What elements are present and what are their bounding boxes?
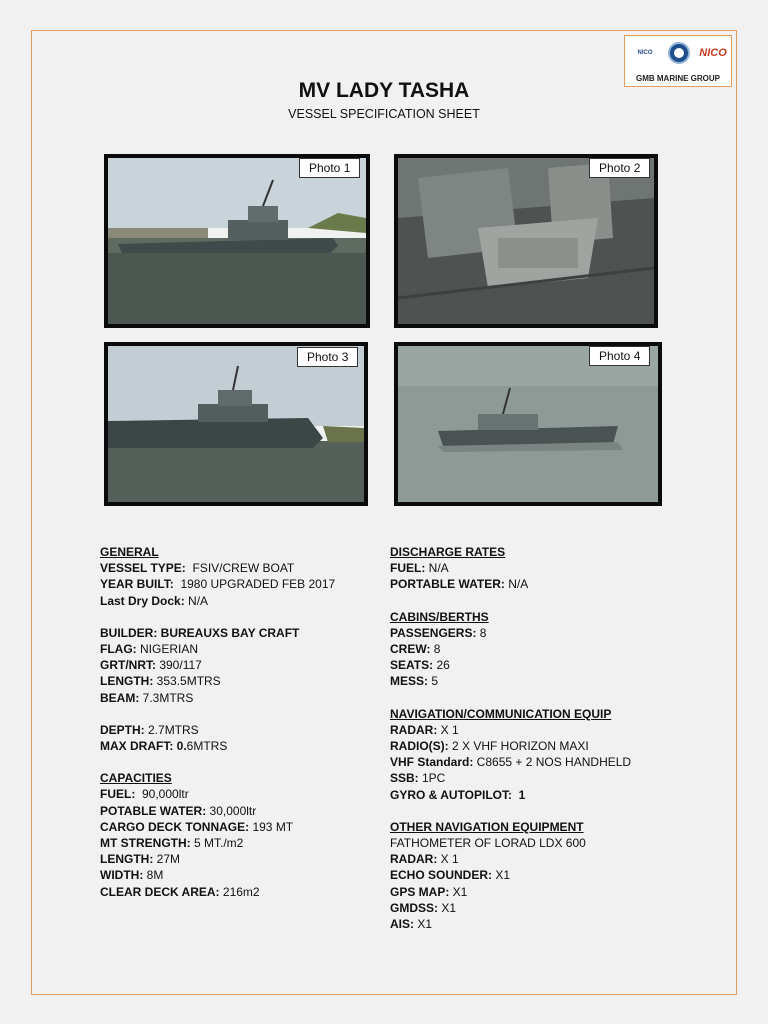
photo-2-label: Photo 2 [589,158,650,178]
seats-row: SEATS: 26 [390,658,450,673]
cap-length-row: LENGTH: 27M [100,852,181,867]
capacities-heading: CAPACITIES [100,771,172,786]
photo-3-label: Photo 3 [297,347,358,367]
gps-map-row: GPS MAP: X1 [390,884,468,899]
builder-row: BUILDER: BUREAUXS BAY CRAFT [100,625,300,640]
photo-4-label: Photo 4 [589,346,650,366]
nico-mark-left: NICO [637,50,653,56]
photo-1-label: Photo 1 [299,158,360,178]
right-spec-column [390,544,631,932]
gyro-row: GYRO & AUTOPILOT: 1 [390,787,526,802]
seal-icon [668,42,690,64]
left-spec-column [100,544,335,900]
page-subtitle: VESSEL SPECIFICATION SHEET [288,107,480,121]
logo-caption: GMB MARINE GROUP [636,74,720,83]
max-draft-row: MAX DRAFT: 0.6MTRS [100,739,228,754]
nico-mark-right: NICO [699,47,727,59]
gmdss-row: GMDSS: X1 [390,900,457,915]
depth-row: DEPTH: 2.7MTRS [100,722,199,737]
radios-row: RADIO(S): 2 X VHF HORIZON MAXI [390,739,589,754]
discharge-water-row: PORTABLE WATER: N/A [390,577,529,592]
navcom-heading: NAVIGATION/COMMUNICATION EQUIP [390,706,612,721]
cap-fuel-row: FUEL: 90,000ltr [100,787,189,802]
year-built-row: YEAR BUILT: 1980 UPGRADED FEB 2017 [100,577,336,592]
beam-row: BEAM: 7.3MTRS [100,690,194,705]
photo-4-image [394,342,662,506]
general-heading: GENERAL [100,545,159,559]
fathometer-row: FATHOMETER OF LORAD LDX 600 [390,836,586,851]
cargo-deck-row: CARGO DECK TONNAGE: 193 MT [100,819,294,834]
ssb-row: SSB: 1PC [390,771,446,786]
clear-deck-row: CLEAR DECK AREA: 216m2 [100,884,260,899]
ais-row: AIS: X1 [390,917,433,932]
flag-row: FLAG: NIGERIAN [100,642,198,657]
grt-row: GRT/NRT: 390/117 [100,658,202,673]
othernav-heading: OTHER NAVIGATION EQUIPMENT [390,819,584,834]
discharge-fuel-row: FUEL: N/A [390,561,449,576]
mess-row: MESS: 5 [390,674,439,689]
cap-water-row: POTABLE WATER: 30,000ltr [100,803,257,818]
crew-row: CREW: 8 [390,642,441,657]
echo-sounder-row: ECHO SOUNDER: X1 [390,868,511,883]
cabins-heading: CABINS/BERTHS [390,609,489,624]
cap-width-row: WIDTH: 8M [100,868,164,883]
length-row: LENGTH: 353.5MTRS [100,674,221,689]
page-title: MV LADY TASHA [298,79,470,102]
discharge-heading: DISCHARGE RATES [390,545,506,559]
mt-strength-row: MT STRENGTH: 5 MT./m2 [100,836,244,851]
vhf-row: VHF Standard: C8655 + 2 NOS HANDHELD [390,755,632,770]
photo-1-image [104,154,370,328]
othernav-radar-row: RADAR: X 1 [390,852,459,867]
photo-2-image [394,154,658,328]
last-dry-dock-row: Last Dry Dock: N/A [100,593,209,608]
navcom-radar-row: RADAR: X 1 [390,722,459,737]
vessel-type-row: VESSEL TYPE: FSIV/CREW BOAT [100,561,295,576]
passengers-row: PASSENGERS: 8 [390,625,487,640]
